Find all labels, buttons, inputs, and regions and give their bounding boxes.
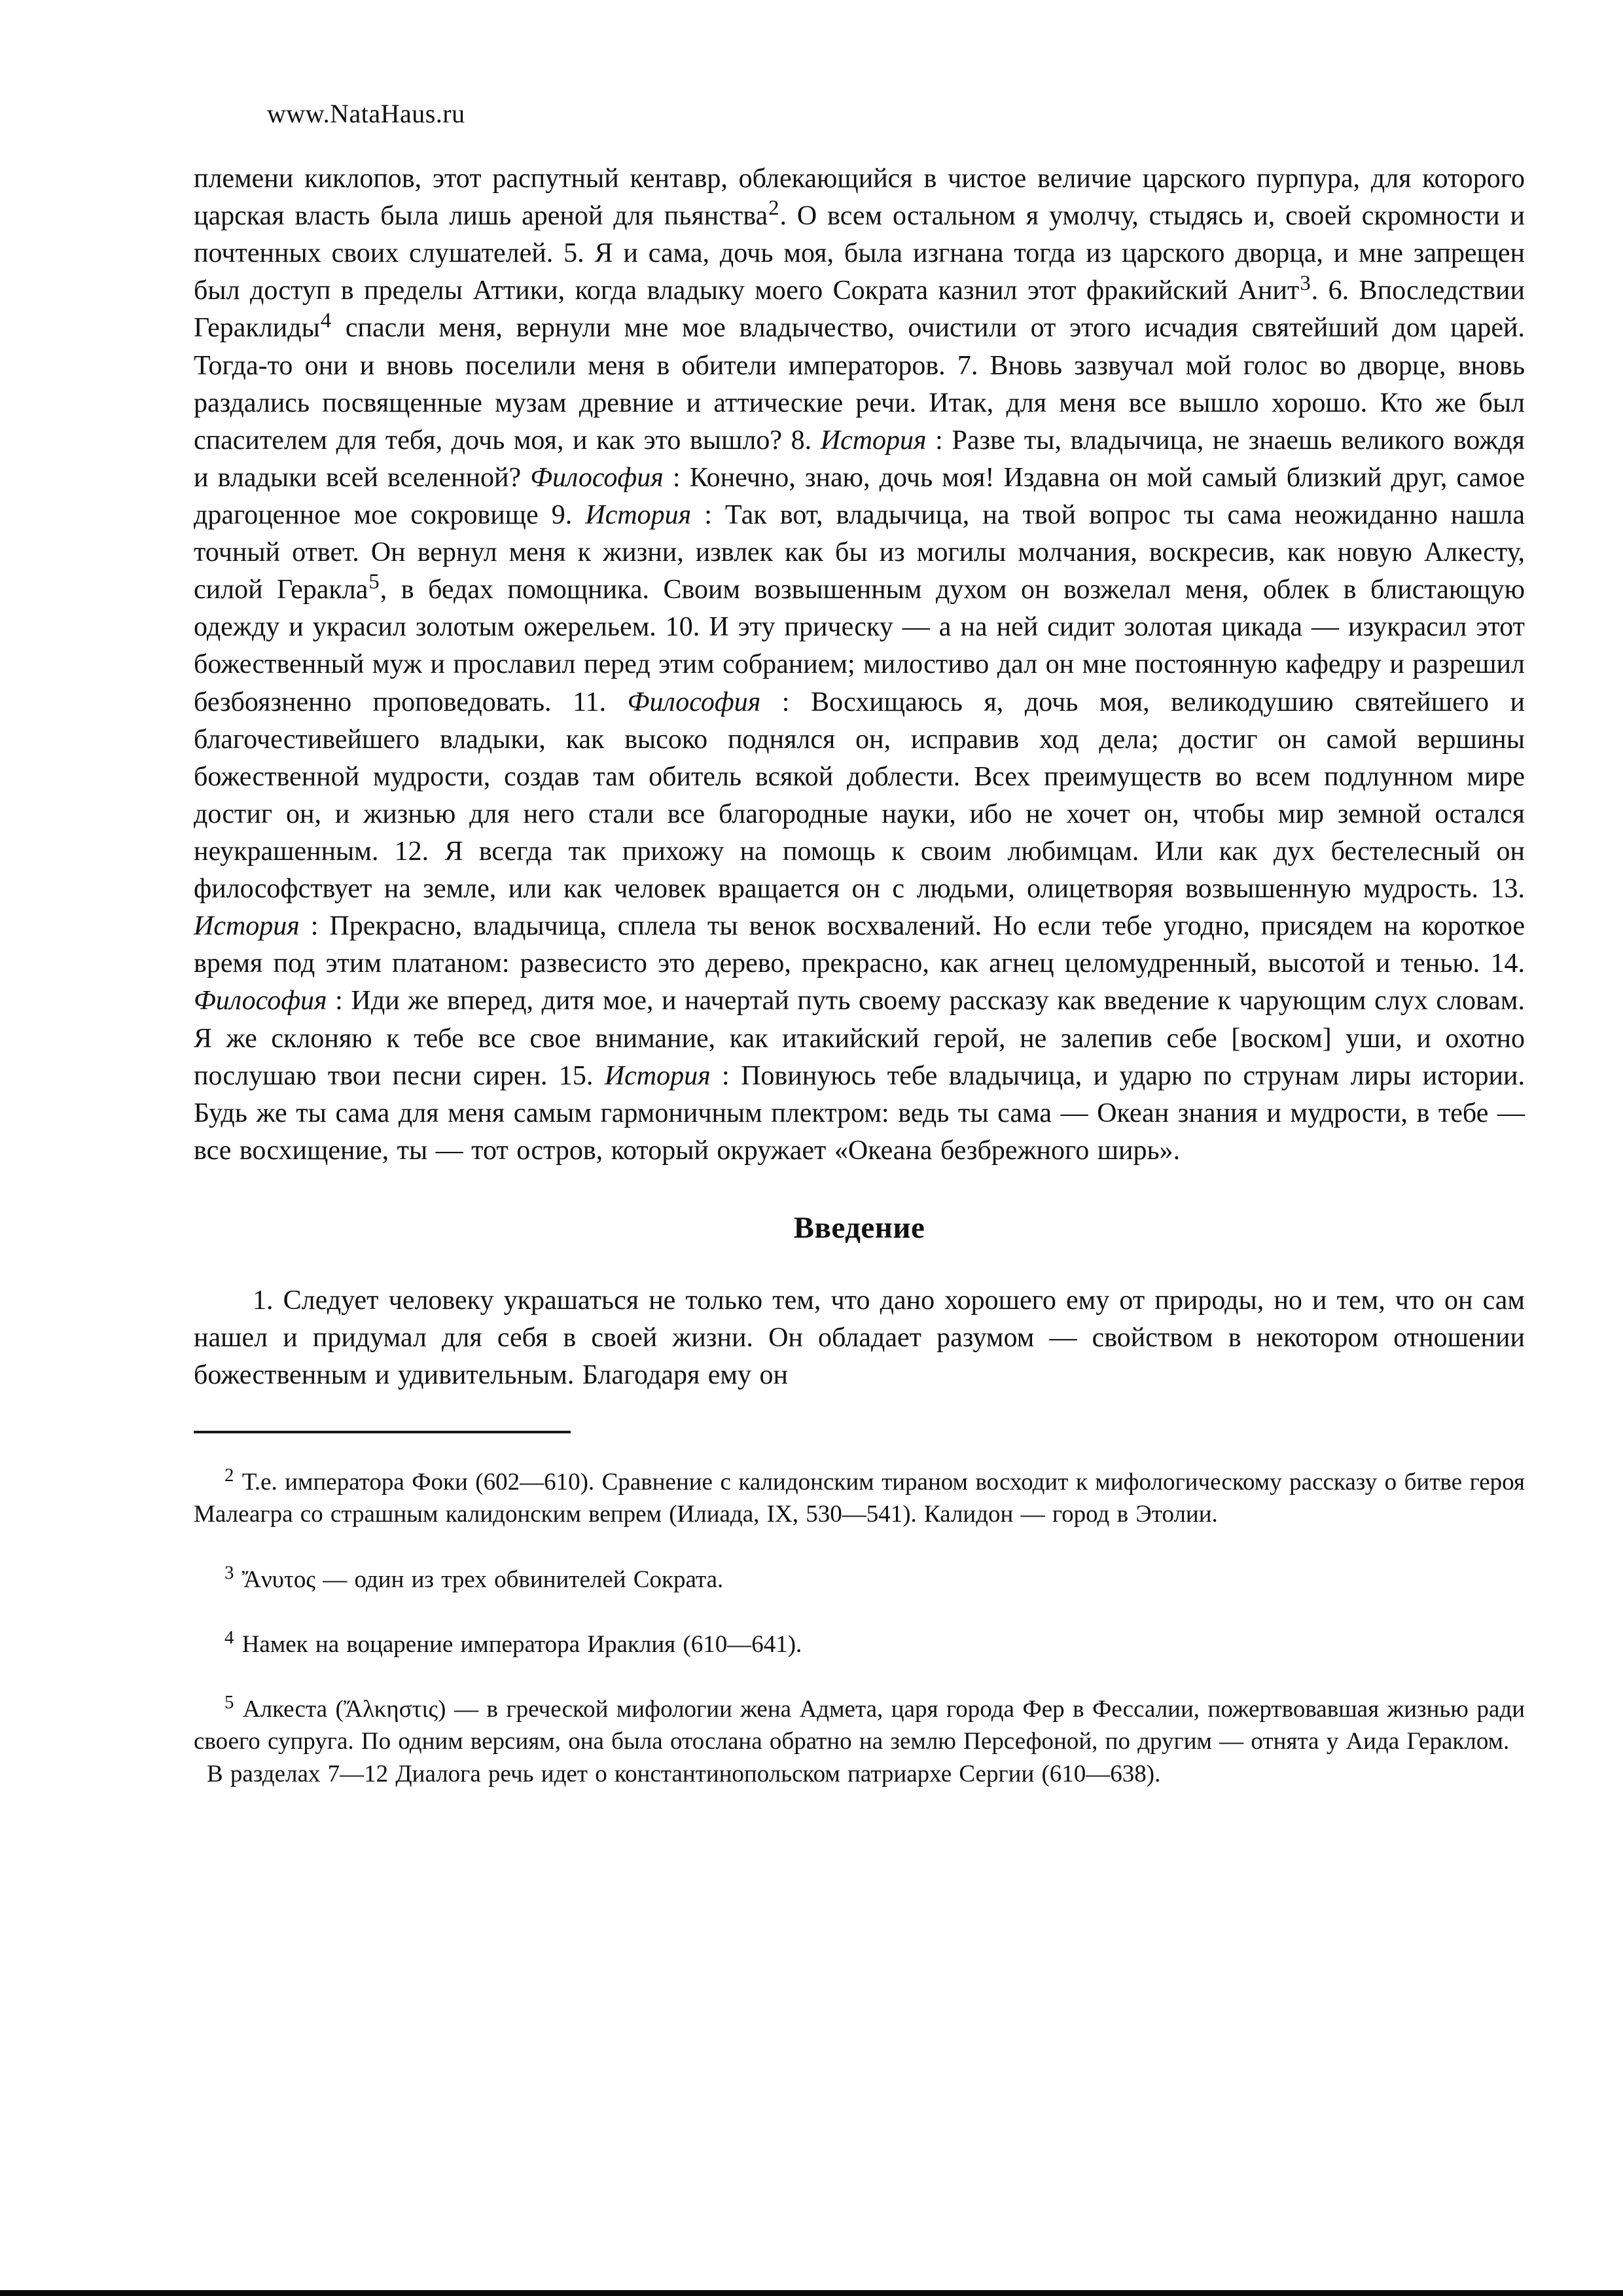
footnote-reference: 2 xyxy=(768,196,779,221)
speaker-name: История xyxy=(604,1060,711,1091)
speaker-name: Философия xyxy=(530,462,664,493)
text-run: спасли меня, вернули мне мое владычество, очистили от этого исчадия святейший дом царей. Тогда-то они и вновь поселили меня в обители императоров. 7. Вновь зазвучал мой голос во дворце, вновь раздались посвященные музам древние и аттические речи. Итак, для меня все вышло хорошо. Кто же был спасителем для тебя, дочь моя, и как это вышло? 8. xyxy=(194,313,1525,456)
footnote-reference: 3 xyxy=(1300,271,1311,295)
text-run: : Так вот, владычица, на твой вопрос ты сама неожиданно нашла точный ответ. Он вернул меня к жизни, извлек как бы из могилы молчания, воскресив, как новую Алкесту, силой Геракла xyxy=(194,499,1525,605)
text-run: . 6. Впоследствии Гераклиды xyxy=(194,276,1525,344)
footnote-number: 5 xyxy=(224,1692,234,1713)
text-run: : Разве ты, владычица, не знаешь великого вождя и владыки всей вселенной? xyxy=(194,425,1525,493)
text-run: . О всем остальном я умолчу, стыдясь и, своей скромности и почтенных своих слушателей. 5. Я и сама, дочь моя, была изгнана тогда из царского дворца, и мне запрещен был доступ в пределы Аттики, когда владыку моего Сократа казнил этот фракийский Анит xyxy=(194,201,1525,306)
footnote xyxy=(194,1693,1525,1757)
footnote-number: 2 xyxy=(224,1465,234,1486)
text-run: , в бедах помощника. Своим возвышенным духом он возжелал меня, облек в блистающую одежду и украсил золотым ожерельем. 10. И эту прическу — а на ней сидит золотая цикада — изукрасил этот божественный муж и прославил перед этим собранием; милостиво дал он мне постоянную кафедру и разрешил безбоязненно проповедовать. 11. xyxy=(194,575,1525,717)
intro-paragraph: 1. Следует человеку украшаться не только тем, что дано хорошего ему от природы, но и тем, что он сам нашел и придумал для себя в своей жизни. Он обладает разумом — свойством в некотором отношении божественным и удивительным. Благодаря ему он xyxy=(194,1285,1525,1391)
watermark-url: www.NataHaus.ru xyxy=(267,99,465,128)
text-run: : Конечно, знаю, дочь моя! Издавна он мой самый близкий друг, самое драгоценное мое сокровище 9. xyxy=(194,462,1525,530)
footnote-number: 3 xyxy=(224,1562,234,1583)
text-run: : Иди же вперед, дитя мое, и начертай путь своему рассказу как введение к чарующим слух словам. Я же склоняю к тебе все свое внимание, как итакийский герой, не залепив себе [воском] уши, и охотно послушаю твои песни сирен. 15. xyxy=(194,986,1525,1091)
footnote-reference: 4 xyxy=(320,308,332,332)
footnote xyxy=(194,1628,1525,1660)
section-heading: Введение xyxy=(793,1210,925,1245)
footnote-text: Намек на воцарение императора Ираклия (610—641). xyxy=(234,1630,802,1658)
main-paragraph xyxy=(194,160,1525,1170)
speaker-name: Философия xyxy=(627,687,761,717)
footnote-text: Т.е. императора Фоки (602—610). Сравнение с калидонским тираном восходит к мифологическому рассказу о битве героя Малеагра со страшным калидонским вепрем (Илиада, IX, 530—541). Калидон — город в Этолии. xyxy=(194,1469,1525,1528)
scan-artifact-bottom-edge xyxy=(0,2290,1623,2296)
footnote-text: Ἄνυτος — один из трех обвинителей Сократа. xyxy=(234,1566,724,1593)
speaker-name: История xyxy=(585,499,692,530)
footnote-reference: 5 xyxy=(368,570,380,594)
text-run: : Прекрасно, владычица, сплела ты венок восхвалений. Но если тебе угодно, присядем на короткое время под этим платаном: развесисто это дерево, прекрасно, как агнец целомудренный, высотой и тенью. 14. xyxy=(194,911,1525,979)
speaker-name: История xyxy=(820,425,927,456)
footnote-text: Алкеста (Ἄλκηστις) — в греческой мифологии жена Адмета, царя города Фер в Фессалии, пожертвовавшая жизнью ради своего супруга. По одним версиям, она была отослана обратно на землю Персефоной, по другим — отнята у Аида Гераклом. xyxy=(194,1696,1525,1755)
text-run: : Восхищаюсь я, дочь моя, великодушию святейшего и благочестивейшего владыки, как высоко поднялся он, исправив ход дела; достиг он самой вершины божественной мудрости, создав там обитель всякой доблести. Всех преимуществ во всем подлунном мире достиг он, и жизнью для него стали все благородные науки, ибо не хочет он, чтобы мир земной остался неукрашенным. 12. Я всегда так прихожу на помощь к своим любимцам. Или как дух бестелесный он философствует на земле, или как человек вращается он с людьми, олицетворяя возвышенную мудрость. 13. xyxy=(194,687,1525,905)
footnote-separator-line xyxy=(194,1431,571,1433)
footnote-number: 4 xyxy=(224,1626,234,1648)
footnote xyxy=(194,1564,1525,1596)
speaker-name: Философия xyxy=(194,986,327,1016)
text-run: : Повинуюсь тебе владычица, и ударю по струнам лиры истории. Будь же ты сама для меня самым гармоничным плектром: ведь ты сама — Океан знания и мудрости, в тебе — все восхищение, ты — тот остров, который окружает «Океана безбрежного ширь». xyxy=(194,1060,1525,1166)
footnotes-section xyxy=(194,1466,1525,1789)
text-run: племени киклопов, этот распутный кентавр, облекающийся в чистое величие царского пурпура, для которого царская власть была лишь ареной для пьянства xyxy=(194,164,1525,232)
speaker-name: История xyxy=(194,911,300,942)
footnote-continuation: В разделах 7—12 Диалога речь идет о константинопольском патриархе Сергии (610—638). xyxy=(207,1760,1161,1787)
footnote xyxy=(194,1466,1525,1530)
